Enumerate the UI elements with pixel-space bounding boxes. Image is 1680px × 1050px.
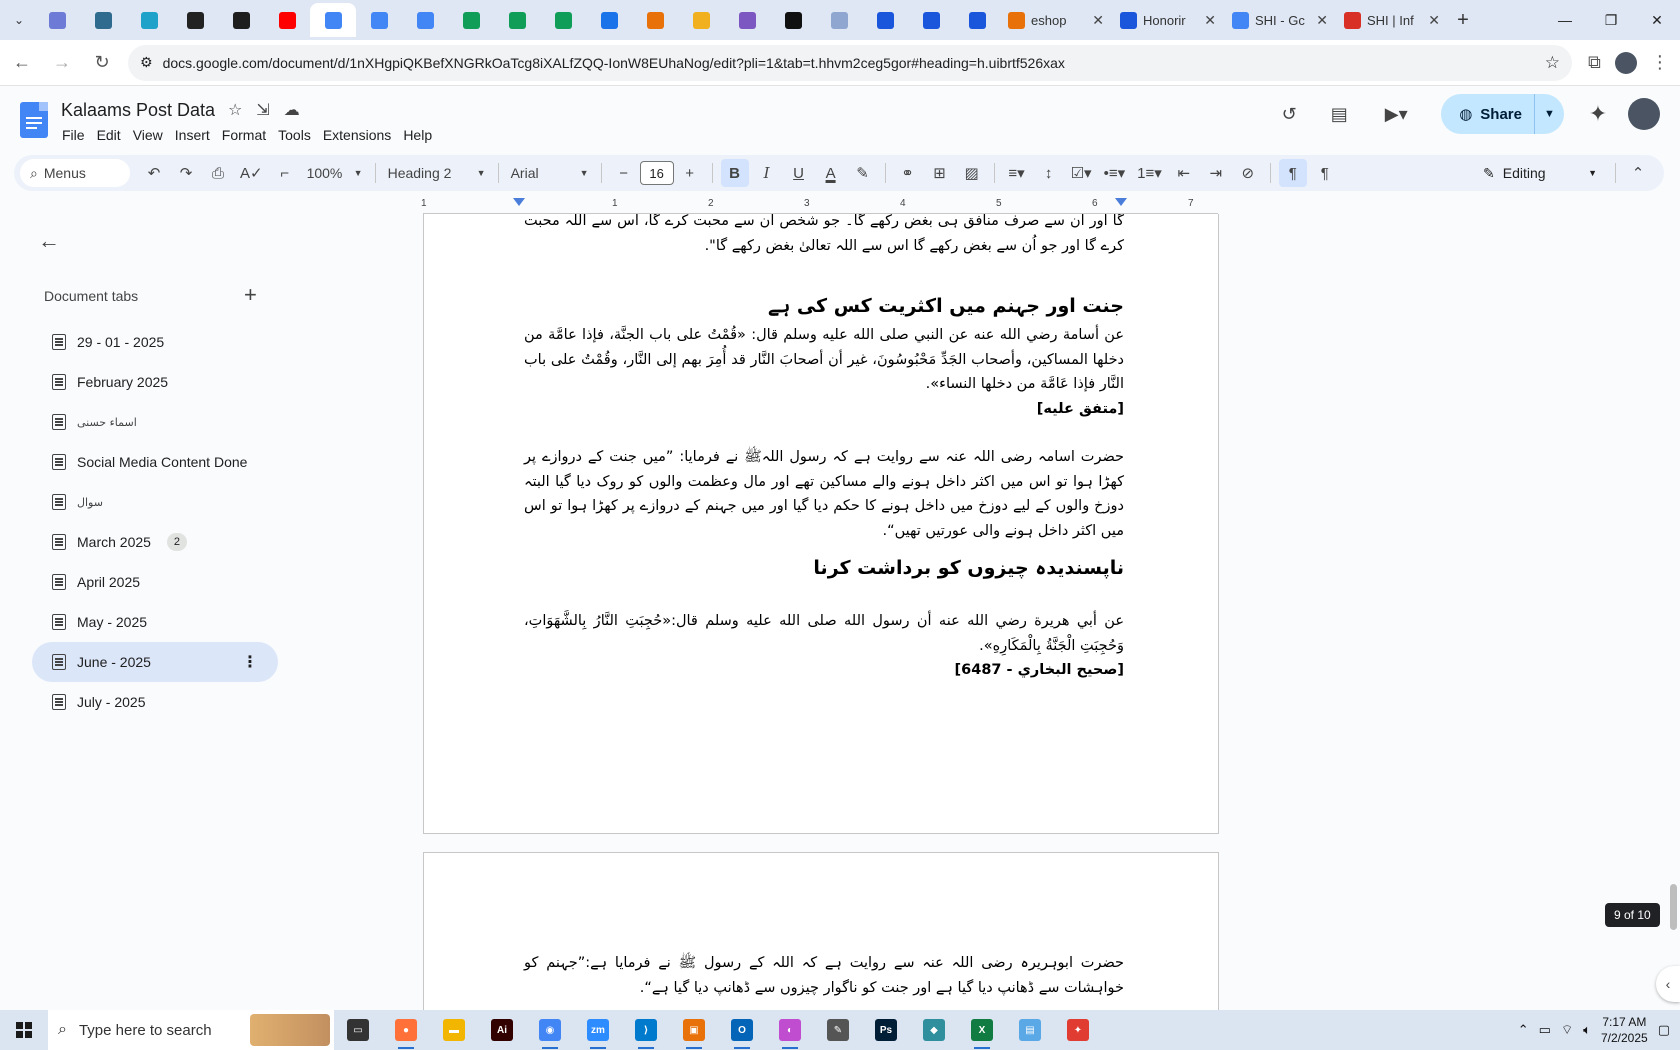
back-arrow-icon[interactable]: ← bbox=[38, 228, 60, 253]
task-view-icon: ▭ bbox=[347, 1019, 369, 1041]
style-select[interactable] bbox=[382, 159, 492, 187]
taskbar-app-vscode[interactable] bbox=[622, 1010, 670, 1050]
align-icon[interactable]: ≡▾ bbox=[1008, 165, 1025, 182]
pinned-tab[interactable] bbox=[770, 3, 816, 37]
notepad-icon: ▤ bbox=[1019, 1019, 1041, 1041]
hadith-reference[interactable]: [صحيح البخاري - 6487] bbox=[954, 662, 1124, 678]
document-icon bbox=[52, 454, 66, 470]
docs-logo-icon[interactable] bbox=[20, 102, 48, 138]
browser-tab-title: SHI - Gc bbox=[1255, 12, 1305, 28]
search-menus[interactable] bbox=[20, 159, 130, 187]
sidebar-tab-item[interactable] bbox=[32, 402, 278, 442]
tab-favicon-icon bbox=[463, 12, 480, 29]
address-bar[interactable] bbox=[128, 45, 1572, 81]
document-page[interactable] bbox=[423, 214, 1219, 834]
url-text: docs.google.com/document/d/1nXHgpiQKBefXNGRkOaTcg8iXALfZQQ-IonW8EUhaNog/edit?pli=1&tab=t.hhvm2ceg5gor#heading=h.uibrtf526xax bbox=[162, 54, 1065, 71]
chevron-down-icon: ▼ bbox=[579, 168, 589, 178]
search-icon: ⌕ bbox=[30, 164, 38, 181]
restore-icon[interactable]: ❐ bbox=[1604, 11, 1618, 28]
notifications-icon[interactable]: ▢ bbox=[1657, 1022, 1670, 1037]
pinned-tab[interactable] bbox=[448, 3, 494, 37]
illustrator-icon: Ai bbox=[491, 1019, 513, 1041]
browser-toolbar bbox=[0, 40, 1680, 86]
ruler-number: 1 bbox=[421, 198, 427, 209]
comment-count-badge: 2 bbox=[167, 533, 187, 551]
sidebar-tab-item[interactable] bbox=[32, 522, 278, 562]
tab-favicon-icon bbox=[693, 12, 710, 29]
taskbar-app-illustrator[interactable] bbox=[478, 1010, 526, 1050]
hadith-reference[interactable]: [متفق عليه] bbox=[1036, 401, 1124, 417]
browser-menu-icon[interactable]: ⋮ bbox=[1650, 52, 1669, 72]
pinned-tabs bbox=[34, 3, 1000, 37]
decrease-font-size-icon[interactable]: − bbox=[619, 164, 628, 182]
redo-icon[interactable]: ↷ bbox=[179, 165, 193, 182]
document-icon bbox=[52, 614, 66, 630]
page-indicator: 9 of 10 bbox=[1605, 903, 1660, 927]
close-window-icon[interactable]: ✕ bbox=[1651, 11, 1663, 28]
insert-image-icon[interactable]: ▨ bbox=[964, 165, 979, 182]
close-tab-icon[interactable]: ✕ bbox=[1316, 11, 1328, 28]
browser-tab-title: Honorir bbox=[1143, 12, 1186, 28]
photoshop-icon: Ps bbox=[875, 1019, 897, 1041]
tab-favicon-icon bbox=[739, 12, 756, 29]
print-icon[interactable]: ⎙ bbox=[211, 164, 224, 182]
document-icon bbox=[52, 574, 66, 590]
chevron-down-icon: ▼ bbox=[353, 168, 363, 178]
editing-mode-select[interactable] bbox=[1471, 159, 1609, 187]
sidebar-tab-label: 29 - 01 - 2025 bbox=[77, 334, 165, 350]
browser-tab[interactable] bbox=[1336, 3, 1448, 37]
zoom-value: 100% bbox=[306, 165, 343, 181]
add-comment-icon[interactable]: ⊞ bbox=[933, 165, 946, 182]
comments-icon[interactable]: ▤ bbox=[1330, 103, 1348, 124]
gemini-icon[interactable]: ✦ bbox=[1588, 101, 1608, 126]
browser-tab-title: SHI | Inf bbox=[1367, 12, 1414, 28]
menu-item-edit[interactable]: Edit bbox=[96, 127, 121, 143]
sidebar-tab-label: اسماء حسنی bbox=[77, 415, 137, 429]
paragraph[interactable]: گا اور ان سے صرف منافق ہی بغض رکھے گا۔ جو شخص ان سے محبت کرے گا، اس سے اللہ محبت کرے گا اور جو اُن سے بغض رکھے گا اس سے اللہ تعالیٰ بغض رکھے گا". bbox=[524, 214, 1124, 254]
highlight-icon[interactable]: ✎ bbox=[856, 165, 869, 182]
sidebar-tab-item[interactable] bbox=[32, 482, 278, 522]
font-select[interactable] bbox=[505, 159, 595, 187]
more-options-icon[interactable]: ⋮ bbox=[242, 654, 258, 671]
taskbar-app-chrome[interactable] bbox=[526, 1010, 574, 1050]
sidebar-tab-label: July - 2025 bbox=[77, 694, 146, 710]
forward-button[interactable]: → bbox=[53, 52, 71, 72]
browser-tab-strip bbox=[0, 0, 1680, 40]
toolbar-divider bbox=[498, 163, 499, 183]
document-icon bbox=[52, 534, 66, 550]
menu-bar bbox=[56, 124, 438, 146]
tab-favicon-icon bbox=[555, 12, 572, 29]
taskbar-app-app-orange[interactable] bbox=[670, 1010, 718, 1050]
ruler-number: 3 bbox=[804, 198, 810, 209]
sidebar-tab-item[interactable] bbox=[32, 442, 278, 482]
close-tab-icon[interactable]: ✕ bbox=[1204, 11, 1216, 28]
ruler[interactable] bbox=[423, 198, 1218, 214]
sidebar-tab-label: February 2025 bbox=[77, 374, 169, 390]
taskbar-search[interactable] bbox=[48, 1010, 334, 1050]
document-icon bbox=[52, 334, 66, 350]
tab-list bbox=[32, 322, 278, 722]
chevron-down-icon: ▼ bbox=[476, 168, 486, 178]
menu-item-help[interactable]: Help bbox=[403, 127, 433, 143]
app-gradient-icon: ◐ bbox=[779, 1019, 801, 1041]
sidebar-tab-item[interactable] bbox=[32, 322, 278, 362]
globe-icon: ◍ bbox=[1459, 106, 1473, 123]
pinned-tab[interactable] bbox=[954, 3, 1000, 37]
close-tab-icon[interactable]: ✕ bbox=[1092, 11, 1104, 28]
tab-favicon-icon bbox=[923, 12, 940, 29]
minimize-icon[interactable]: — bbox=[1558, 12, 1572, 28]
pinned-tab[interactable] bbox=[218, 3, 264, 37]
taskbar-app-excel[interactable] bbox=[958, 1010, 1006, 1050]
windows-icon bbox=[16, 1022, 32, 1038]
underline-icon[interactable]: U bbox=[793, 164, 804, 182]
pen-tool-icon: ✎ bbox=[827, 1019, 849, 1041]
browser-tab[interactable] bbox=[1112, 3, 1224, 37]
tab-favicon-icon bbox=[141, 12, 158, 29]
clock-time: 7:17 AM bbox=[1602, 1015, 1647, 1029]
account-avatar[interactable] bbox=[1628, 98, 1660, 130]
menu-item-format[interactable]: Format bbox=[221, 127, 267, 143]
zoom-select[interactable] bbox=[301, 159, 369, 187]
menu-item-extensions[interactable]: Extensions bbox=[322, 127, 392, 143]
undo-icon[interactable]: ↶ bbox=[147, 165, 161, 182]
ruler-number: 6 bbox=[1092, 198, 1098, 209]
document-icon bbox=[52, 494, 66, 510]
taskbar-app-photoshop[interactable] bbox=[862, 1010, 910, 1050]
close-tab-icon[interactable]: ✕ bbox=[1428, 11, 1440, 28]
taskbar-app-zoom[interactable] bbox=[574, 1010, 622, 1050]
menu-item-tools[interactable]: Tools bbox=[278, 127, 311, 143]
app-bird-icon: ✦ bbox=[1067, 1019, 1089, 1041]
clear-formatting-icon[interactable]: ⊘ bbox=[1241, 165, 1255, 182]
sidebar-tab-item[interactable] bbox=[32, 562, 278, 602]
tab-favicon-icon bbox=[647, 12, 664, 29]
add-tab-icon[interactable]: + bbox=[244, 282, 257, 307]
network-icon[interactable]: ▭ bbox=[1538, 1022, 1551, 1037]
scrollbar[interactable] bbox=[1666, 214, 1680, 1010]
increase-indent-icon[interactable]: ⇥ bbox=[1209, 165, 1223, 182]
pinned-tab[interactable] bbox=[724, 3, 770, 37]
ruler-number: 4 bbox=[900, 198, 906, 209]
sidebar-tab-item[interactable] bbox=[32, 362, 278, 402]
font-size-input[interactable]: 16 bbox=[640, 161, 674, 185]
pencil-icon: ✎ bbox=[1483, 164, 1495, 181]
menu-item-view[interactable]: View bbox=[132, 127, 163, 143]
checklist-icon[interactable]: ☑▾ bbox=[1070, 165, 1092, 182]
tab-favicon-icon bbox=[1232, 12, 1249, 29]
extensions-icon[interactable]: ⧉ bbox=[1588, 52, 1601, 72]
document-tabs-sidebar bbox=[16, 216, 292, 716]
reload-button[interactable]: ↻ bbox=[94, 52, 110, 72]
toolbar-divider bbox=[1270, 163, 1271, 183]
increase-font-size-icon[interactable]: + bbox=[685, 164, 694, 182]
pinned-tab[interactable] bbox=[402, 3, 448, 37]
ruler-number: 2 bbox=[708, 198, 714, 209]
ruler-number: 1 bbox=[612, 198, 618, 209]
taskbar-app-notepad[interactable] bbox=[1006, 1010, 1054, 1050]
sidebar-tab-label: May - 2025 bbox=[77, 614, 148, 630]
italic-icon[interactable]: I bbox=[763, 164, 770, 182]
taskbar-app-task-view[interactable] bbox=[334, 1010, 382, 1050]
pinned-tab[interactable] bbox=[586, 3, 632, 37]
site-info-icon[interactable]: ⚙ bbox=[140, 54, 153, 70]
numbered-list-icon[interactable]: 1≡▾ bbox=[1137, 165, 1162, 182]
right-indent-marker[interactable] bbox=[1115, 198, 1127, 206]
move-folder-icon[interactable]: ⇲ bbox=[256, 102, 270, 119]
document-icon bbox=[52, 694, 66, 710]
taskbar-app-firefox[interactable] bbox=[382, 1010, 430, 1050]
text-color-icon[interactable]: A bbox=[825, 164, 836, 182]
pinned-tab[interactable] bbox=[494, 3, 540, 37]
meet-icon[interactable]: ▶▾ bbox=[1384, 103, 1408, 124]
file-explorer-icon: ▬ bbox=[443, 1019, 465, 1041]
menu-item-insert[interactable]: Insert bbox=[174, 127, 210, 143]
tab-favicon-icon bbox=[509, 12, 526, 29]
urdu-translation[interactable]: حضرت اسامہ رضی اللہ عنہ سے روایت ہے کہ رسول اللہﷺ نے فرمایا: ”میں جنت کے دروازے پر کھڑا ہوا تو اس میں اکثر داخل ہونے والے مساکین تھے اور مال وعظمت والوں کو روک دیا گیا البتہ دوزخ والوں کے لیے دوزخ میں داخل ہونے کا حکم دیا گیا اور میں جہنم کے دروازے پر کھڑا ہوا تو اس میں اکثر داخل ہونے والی عورتیں تھیں“. bbox=[524, 449, 1124, 539]
sidebar-tab-item[interactable] bbox=[32, 602, 278, 642]
side-panel-toggle-icon[interactable]: ‹ bbox=[1656, 966, 1680, 1002]
pinned-tab[interactable] bbox=[34, 3, 80, 37]
toolbar-divider bbox=[375, 163, 376, 183]
search-icon: ⌕ bbox=[58, 1021, 67, 1038]
taskbar bbox=[0, 1010, 1680, 1050]
taskbar-app-app-gradient[interactable] bbox=[766, 1010, 814, 1050]
toolbar-divider bbox=[601, 163, 602, 183]
pinned-tab[interactable] bbox=[816, 3, 862, 37]
tab-favicon-icon bbox=[1008, 12, 1025, 29]
link-icon[interactable]: ⚭ bbox=[901, 165, 914, 182]
browser-tab[interactable] bbox=[1224, 3, 1336, 37]
browser-tab-title: eshop bbox=[1031, 12, 1067, 28]
font-value: Arial bbox=[510, 165, 539, 181]
line-spacing-icon[interactable]: ↕ bbox=[1044, 164, 1053, 182]
scrollbar-thumb[interactable] bbox=[1670, 884, 1677, 930]
search-highlight-image bbox=[250, 1014, 330, 1046]
system-tray bbox=[1518, 1014, 1680, 1046]
sidebar-tab-label: March 2025 bbox=[77, 534, 151, 550]
new-tab-button[interactable]: + bbox=[1457, 8, 1469, 31]
start-button[interactable] bbox=[0, 1010, 48, 1050]
tab-favicon-icon bbox=[1344, 12, 1361, 29]
chrome-icon: ◉ bbox=[539, 1019, 561, 1041]
sidebar-tab-label: April 2025 bbox=[77, 574, 141, 590]
tab-search-button[interactable]: ⌄ bbox=[13, 13, 25, 27]
excel-icon: X bbox=[971, 1019, 993, 1041]
vscode-icon: ⟩ bbox=[635, 1019, 657, 1041]
browser-tabs bbox=[1000, 3, 1448, 37]
share-label: Share bbox=[1480, 105, 1522, 123]
volume-icon[interactable]: 🔈︎ bbox=[1583, 1022, 1591, 1037]
docs-header bbox=[0, 86, 1680, 152]
star-icon[interactable]: ☆ bbox=[228, 102, 243, 119]
sidebar-tab-item[interactable] bbox=[32, 642, 278, 682]
left-indent-marker[interactable] bbox=[513, 198, 525, 206]
tab-favicon-icon bbox=[877, 12, 894, 29]
taskbar-app-file-explorer[interactable] bbox=[430, 1010, 478, 1050]
style-value: Heading 2 bbox=[387, 165, 452, 181]
bulleted-list-icon[interactable]: •≡▾ bbox=[1103, 165, 1126, 182]
toolbar-divider bbox=[712, 163, 713, 183]
bold-icon[interactable]: B bbox=[721, 159, 749, 187]
outlook-icon: O bbox=[731, 1019, 753, 1041]
browser-tab[interactable] bbox=[1000, 3, 1112, 37]
tab-favicon-icon bbox=[187, 12, 204, 29]
ltr-icon[interactable]: ¶ bbox=[1320, 164, 1329, 182]
sidebar-heading: Document tabs bbox=[44, 288, 139, 304]
pinned-tab[interactable] bbox=[126, 3, 172, 37]
sidebar-tab-label: Social Media Content Done bbox=[77, 454, 248, 470]
document-page[interactable] bbox=[423, 852, 1219, 1010]
tab-favicon-icon bbox=[279, 12, 296, 29]
toolbar-divider bbox=[994, 163, 995, 183]
paint-format-icon[interactable]: ⌐ bbox=[280, 164, 289, 182]
arabic-hadith[interactable]: عن أسامة رضي الله عنه عن النبي صلى الله عليه وسلم قال: «قُمْتُ على باب الجنَّة، فإذا عامَّة من دخلها المساكين، وأصحاب الجَدِّ مَحْبُوسُونَ، غير أن أصحابَ النَّار قد أُمِرَ بهم إلى النَّار، وقُمْتُ على باب النَّار فإذا عَامَّة من دخلها النساء». bbox=[524, 327, 1124, 392]
rtl-icon[interactable]: ¶ bbox=[1279, 159, 1307, 187]
show-hidden-icons-icon[interactable]: ⌃ bbox=[1517, 1022, 1529, 1037]
tab-favicon-icon bbox=[969, 12, 986, 29]
toolbar-divider bbox=[1615, 163, 1616, 183]
wifi-icon[interactable]: ⌔ bbox=[1560, 1022, 1574, 1037]
urdu-translation[interactable]: حضرت ابوہریرہ رضی اللہ عنہ سے روایت ہے کہ اللہ کے رسول ﷺ نے فرمایا ہے:”جہنم کو خواہشات سے ڈھانپ دیا گیا ہے اور جنت کو ناگوار چیزوں سے ڈھانپ دیا گیا ہے“. bbox=[524, 955, 1124, 996]
pinned-tab[interactable] bbox=[264, 3, 310, 37]
menus-label: Menus bbox=[43, 165, 86, 181]
decrease-indent-icon[interactable]: ⇤ bbox=[1177, 165, 1191, 182]
zoom-icon: zm bbox=[587, 1019, 609, 1041]
tab-favicon-icon bbox=[233, 12, 250, 29]
pinned-tab[interactable] bbox=[540, 3, 586, 37]
app-orange-icon: ▣ bbox=[683, 1019, 705, 1041]
sidebar-tab-item[interactable] bbox=[32, 682, 278, 722]
taskbar-app-app-bird[interactable] bbox=[1054, 1010, 1102, 1050]
bookmark-star-icon[interactable]: ☆ bbox=[1544, 52, 1560, 72]
tab-favicon-icon bbox=[831, 12, 848, 29]
toolbar-divider bbox=[885, 163, 886, 183]
tab-favicon-icon bbox=[417, 12, 434, 29]
clock-date: 7/2/2025 bbox=[1600, 1031, 1648, 1045]
firefox-icon: ● bbox=[395, 1019, 417, 1041]
pinned-tab[interactable] bbox=[356, 3, 402, 37]
pinned-tab[interactable] bbox=[172, 3, 218, 37]
search-placeholder: Type here to search bbox=[78, 1021, 212, 1039]
pinned-tab[interactable] bbox=[80, 3, 126, 37]
editing-mode-label: Editing bbox=[1502, 165, 1546, 181]
cloud-saved-icon[interactable]: ☁ bbox=[283, 102, 300, 119]
app-teal-icon: ◆ bbox=[923, 1019, 945, 1041]
ruler-number: 7 bbox=[1188, 198, 1194, 209]
tab-favicon-icon bbox=[325, 12, 342, 29]
document-icon bbox=[52, 654, 66, 670]
pinned-tab[interactable] bbox=[632, 3, 678, 37]
pinned-tab[interactable] bbox=[678, 3, 724, 37]
back-button[interactable]: ← bbox=[13, 52, 31, 72]
tab-favicon-icon bbox=[95, 12, 112, 29]
share-dropdown-icon[interactable]: ▼ bbox=[1534, 94, 1564, 134]
window-controls bbox=[1542, 0, 1680, 40]
taskbar-app-app-teal[interactable] bbox=[910, 1010, 958, 1050]
clock[interactable] bbox=[1601, 1014, 1648, 1046]
spellcheck-icon[interactable]: A✓ bbox=[240, 165, 263, 182]
tab-favicon-icon bbox=[785, 12, 802, 29]
tab-favicon-icon bbox=[601, 12, 618, 29]
pinned-tab[interactable] bbox=[908, 3, 954, 37]
profile-avatar[interactable] bbox=[1615, 52, 1637, 74]
version-history-icon[interactable]: ↺ bbox=[1281, 103, 1297, 124]
ruler-number: 5 bbox=[996, 198, 1002, 209]
arabic-hadith[interactable]: عن أبي هريرة رضي الله عنه أن رسول الله صلى الله عليه وسلم قال:«حُجِبَتِ النَّارُ بِالشَّهَوَاتِ، وَحُجِبَتِ الْجَنَّةُ بِالْمَكَارِهِ». bbox=[524, 613, 1124, 654]
chevron-down-icon: ▼ bbox=[1588, 168, 1597, 178]
document-icon bbox=[52, 374, 66, 390]
taskbar-app-outlook[interactable] bbox=[718, 1010, 766, 1050]
taskbar-app-pen-tool[interactable] bbox=[814, 1010, 862, 1050]
share-button[interactable] bbox=[1441, 94, 1564, 134]
pinned-tab[interactable] bbox=[862, 3, 908, 37]
document-icon bbox=[52, 414, 66, 430]
editing-toolbar bbox=[14, 155, 1664, 191]
menu-item-file[interactable]: File bbox=[62, 127, 85, 143]
document-title[interactable]: Kalaams Post Data bbox=[61, 100, 216, 120]
heading[interactable]: ناپسندیدہ چیزوں کو برداشت کرنا bbox=[813, 557, 1124, 579]
heading[interactable]: جنت اور جہنم میں اکثریت کس کی ہے bbox=[767, 295, 1124, 317]
taskbar-apps bbox=[334, 1010, 1102, 1050]
tab-favicon-icon bbox=[1120, 12, 1137, 29]
hide-menus-icon[interactable]: ⌃ bbox=[1631, 165, 1645, 182]
tab-favicon-icon bbox=[371, 12, 388, 29]
tab-favicon-icon bbox=[49, 12, 66, 29]
pinned-tab[interactable] bbox=[310, 3, 356, 37]
sidebar-tab-label: June - 2025 bbox=[77, 654, 151, 670]
sidebar-tab-label: سوال bbox=[77, 495, 103, 509]
